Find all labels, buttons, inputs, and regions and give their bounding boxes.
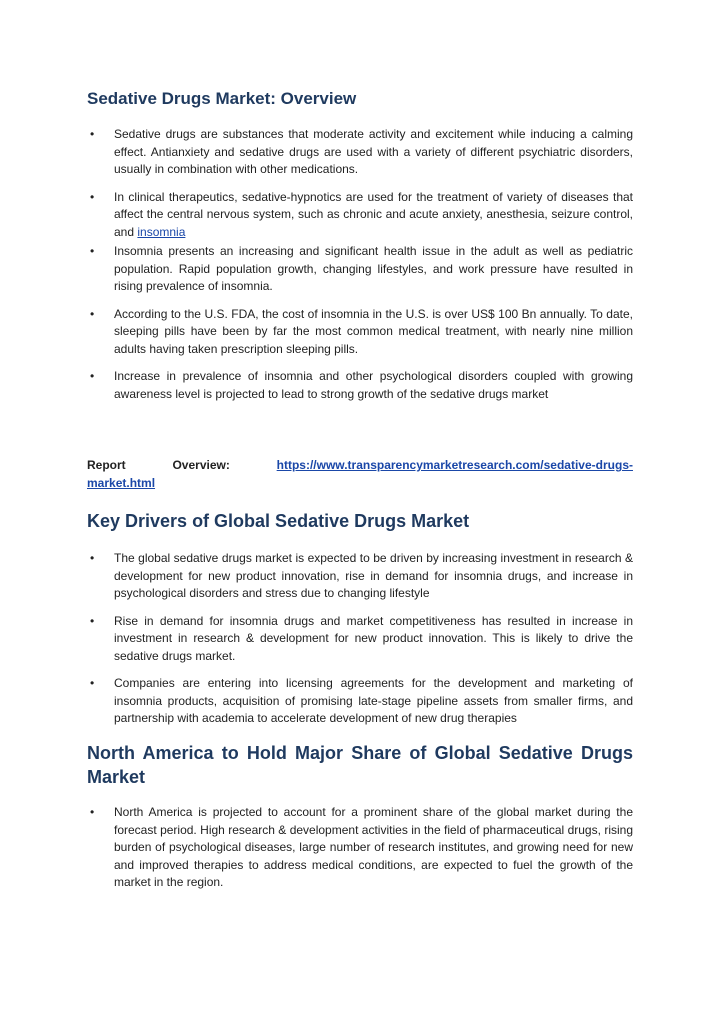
- overview-list: [87, 126, 633, 413]
- report-label-word2: Overview:: [172, 458, 230, 472]
- key-drivers-list: [87, 550, 633, 738]
- north-america-heading: North America to Hold Major Share of Global Sedative Drugs Market: [87, 743, 633, 787]
- insomnia-link[interactable]: insomnia: [137, 224, 186, 239]
- list-item: • North America is projected to account for a prominent share of the global market during the forecast period. High research & development activities in the field of pharmaceutical drugs, rising burden of psychological diseases, large number of research institutes, and growing need for new and improved therapies to address medical conditions, are expected to fuel the growth of the market in the region.: [87, 804, 633, 892]
- list-item-text: In clinical therapeutics, sedative-hypnotics are used for the treatment of variety of diseases that affect the central nervous system, such as chronic and acute anxiety, anesthesia, seizure control, and: [114, 189, 633, 239]
- list-item: • Insomnia presents an increasing and significant health issue in the adult as well as pediatric population. Rapid population growth, changing lifestyles, and work pressure have resulted in rising prevalence of insomnia.: [87, 243, 633, 296]
- list-item: • Rise in demand for insomnia drugs and market competitiveness has resulted in increase in investment in research & development for new product innovation. This is likely to drive the sedative drugs market.: [87, 613, 633, 666]
- report-overview: [87, 456, 633, 492]
- report-overview-row: [87, 456, 633, 474]
- list-item: • According to the U.S. FDA, the cost of insomnia in the U.S. is over US$ 100 Bn annually. To date, sleeping pills have been by far the most common medical treatment, with nearly nine million adults having taken prescription sleeping pills.: [87, 306, 633, 359]
- list-item: • The global sedative drugs market is expected to be driven by increasing investment in research & development for new product innovation, rise in demand for insomnia drugs, and increase in psychological disorders and stress due to changing lifestyle: [87, 550, 633, 603]
- list-item: [87, 189, 633, 242]
- report-url-link[interactable]: https://www.transparencymarketresearch.com/sedative-drugs-: [276, 458, 633, 472]
- report-url-link-continued[interactable]: market.html: [87, 476, 156, 490]
- key-drivers-heading: Key Drivers of Global Sedative Drugs Market: [87, 511, 470, 531]
- overview-heading: Sedative Drugs Market: Overview: [87, 89, 357, 108]
- list-item: • Sedative drugs are substances that moderate activity and excitement while inducing a calming effect. Antianxiety and sedative drugs are used with a variety of different psychiatric disorders, usually in combination with other medications.: [87, 126, 633, 179]
- north-america-list: [87, 804, 633, 902]
- list-item: • Increase in prevalence of insomnia and other psychological disorders coupled with growing awareness level is projected to lead to strong growth of the sedative drugs market: [87, 368, 633, 403]
- list-item: • Companies are entering into licensing agreements for the development and marketing of insomnia products, acquisition of promising late-stage pipeline assets from smaller firms, and partnership with academia to accelerate development of new drug therapies: [87, 675, 633, 728]
- report-label-word1: Report: [87, 458, 126, 472]
